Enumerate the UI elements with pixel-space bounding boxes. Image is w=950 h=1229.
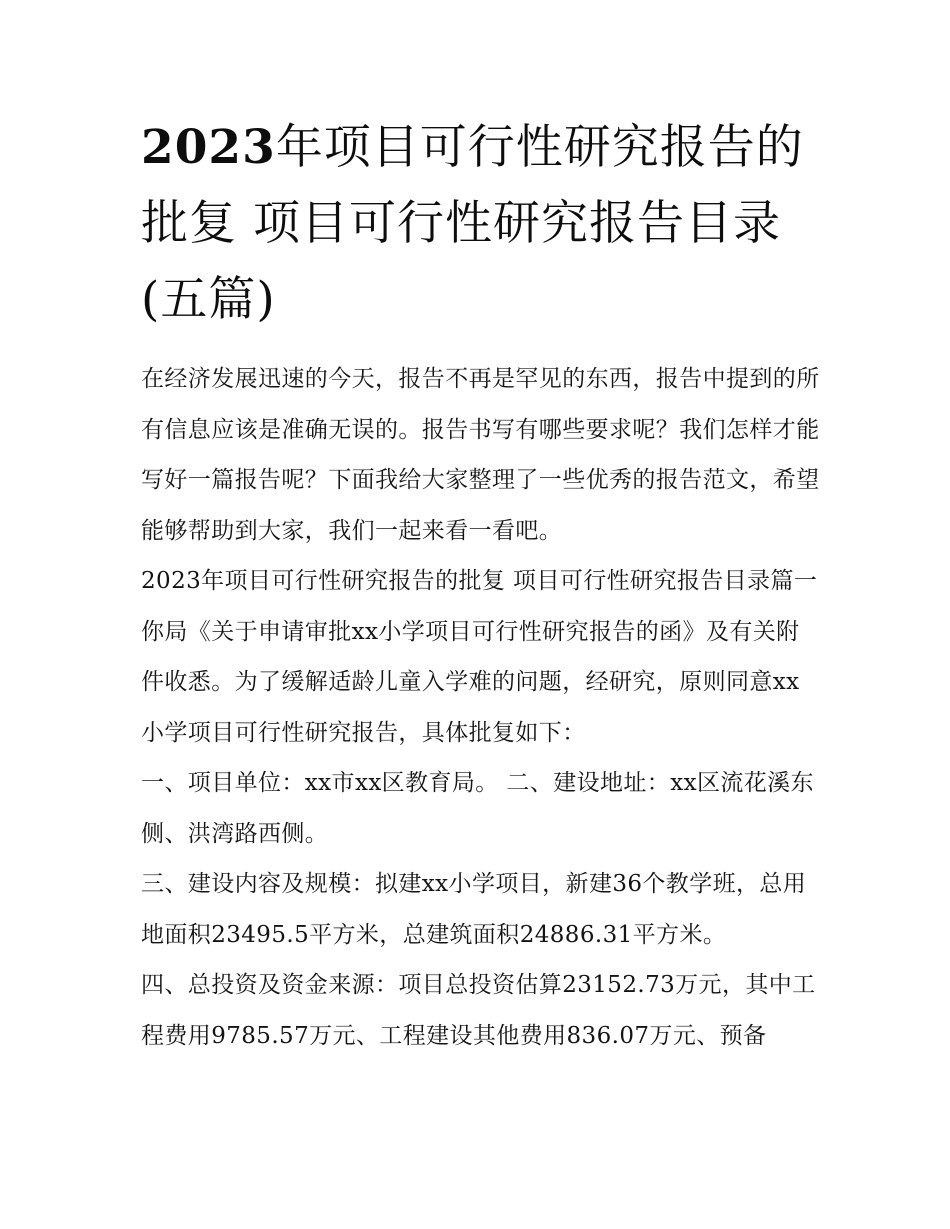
body-paragraph: 三、建设内容及规模：拟建xx小学项目，新建36个教学班，总用地面积23495.5平方米，总建筑面积24886.31平方米。 [141, 871, 807, 948]
body-paragraph: 一、项目单位：xx市xx区教育局。 二、建设地址：xx区流花溪东侧、洪湾路西侧。 [141, 770, 814, 847]
body-paragraph: 你局《关于申请审批xx小学项目可行性研究报告的函》及有关附件收悉。为了缓解适龄儿童入学难的问题，经研究，原则同意xx小学项目可行性研究报告，具体批复如下： [141, 618, 800, 746]
document-body [141, 354, 821, 1061]
intro-paragraph: 在经济发展迅速的今天，报告不再是罕见的东西，报告中提到的所有信息应该是准确无误的。报告书写有哪些要求呢？我们怎样才能写好一篇报告呢？下面我给大家整理了一些优秀的报告范文，希望能够帮助到大家，我们一起来看一看吧。 [141, 366, 820, 544]
title-year: 2023 [141, 120, 276, 175]
title-text: 年项目可行性研究报告的批复 项目可行性研究报告目录(五篇) [141, 120, 804, 327]
section-heading: 2023年项目可行性研究报告的批复 项目可行性研究报告目录篇一 [141, 568, 818, 594]
body-paragraph: 四、总投资及资金来源：项目总投资估算23152.73万元，其中工程费用9785.57万元、工程建设其他费用836.07万元、预备 [141, 972, 816, 1049]
document-title [141, 110, 821, 338]
